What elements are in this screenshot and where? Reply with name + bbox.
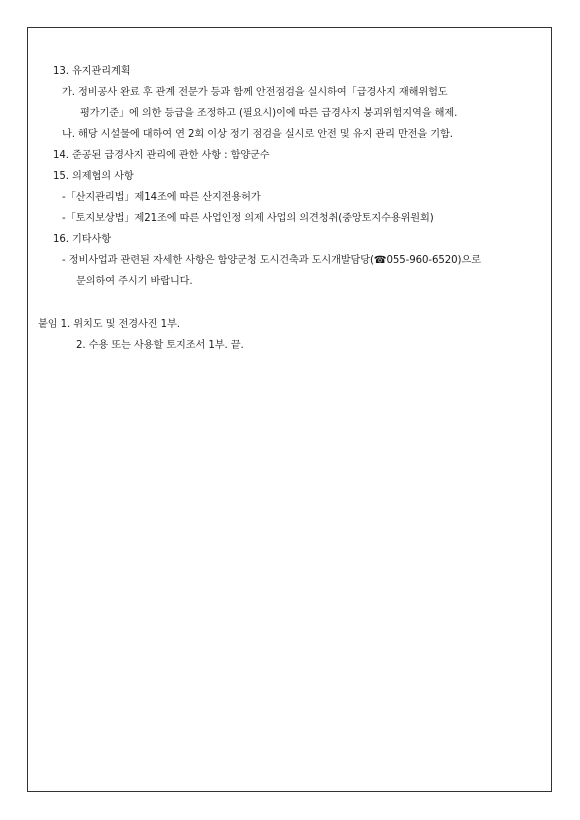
section-15-heading: 15. 의제협의 사항 bbox=[53, 171, 134, 182]
attachment-line-1: 붙임 1. 위치도 및 전경사진 1부. bbox=[38, 319, 180, 330]
section-13-item-na: 나. 해당 시설물에 대하여 연 2회 이상 정기 점검을 실시로 안전 및 유지 관리 만전을 기함. bbox=[62, 129, 453, 140]
section-15-item-1: -「산지관리법」제14조에 따른 산지전용허가 bbox=[62, 192, 261, 203]
section-13-heading: 13. 유지관리계획 bbox=[53, 66, 131, 77]
section-16-heading: 16. 기타사항 bbox=[53, 234, 112, 245]
section-16-line-1: - 정비사업과 관련된 자세한 사항은 함양군청 도시건축과 도시개발담당(☎055-960-6520)으로 bbox=[62, 255, 481, 266]
attachment-line-2: 2. 수용 또는 사용할 토지조서 1부. 끝. bbox=[76, 340, 244, 351]
section-13-item-ga-line1: 가. 정비공사 완료 후 관계 전문가 등과 함께 안전점검을 실시하여「급경사지 재해위험도 bbox=[62, 87, 448, 98]
section-16-line-2: 문의하여 주시기 바랍니다. bbox=[76, 276, 193, 287]
section-15-item-2: -「토지보상법」제21조에 따른 사업인정 의제 사업의 의견청취(중앙토지수용위원회) bbox=[62, 213, 434, 224]
section-14-heading: 14. 준공된 급경사지 관리에 관한 사항 : 함양군수 bbox=[53, 150, 270, 161]
section-13-item-ga-line2: 평가기준」에 의한 등급을 조정하고 (필요시)이에 따른 급경사지 붕괴위험지역을 해제. bbox=[80, 108, 458, 119]
